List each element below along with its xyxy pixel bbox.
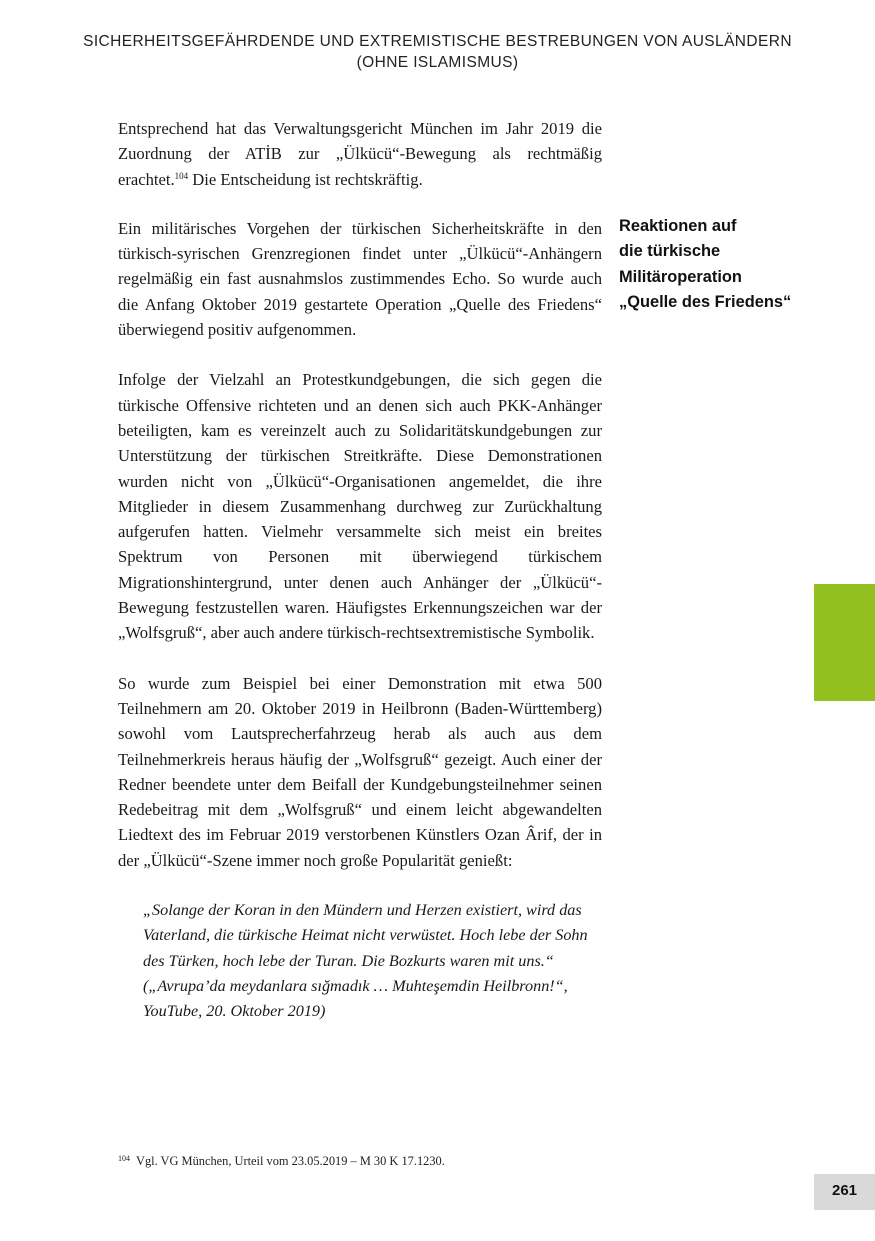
marginal-note-line: die türkische [619,242,721,261]
paragraph-4: So wurde zum Beispiel bei einer Demonstration mit etwa 500 Teilnehmern am 20. Oktober 2019 in Heilbronn (Baden-Württemberg) sowohl vom Lautsprecherfahrzeug herab als auch aus dem Teilnehmerkreis heraus häufig der „Wolfsgruß“ gezeigt. Auch einer der Redner beendete unter dem Beifall der Kundgebungsteilnehmer seinen Redebeitrag mit dem „Wolfsgruß“ und einem leicht abgewandelten Liedtext des im Februar 2019 verstorbenen Künstlers Ozan Ârif, der in der „Ülkücü“-Szene immer noch große Popularität genießt: [118,673,602,870]
running-header-line-1: SICHERHEITSGEFÄHRDENDE UND EXTREMISTISCHE BESTREBUNGEN VON AUSLÄNDERN [83,33,792,50]
paragraph-1-text-end: Die Entscheidung ist rechtskräftig. [188,169,423,189]
quote-text: „Solange der Koran in den Mündern und Herzen existiert, wird das Vaterland, die türkische Heimat nicht verwüstet. Hoch lebe der Sohn des Türken, hoch lebe der Turan. Die Bozkurts waren mit uns.“ [143,901,588,970]
running-header-line-2: (OHNE ISLAMISMUS) [356,54,519,71]
block-quote [143,898,602,1024]
page-number: 261 [814,1174,875,1210]
marginal-note-line: Militäroperation [619,267,742,286]
main-text [118,116,602,1025]
paragraph-1-text: Entsprechend hat das Verwaltungsgericht München im Jahr 2019 die Zuordnung der ATİB zur „Ülkücü“-Bewegung als rechtmäßig erachtet. [118,119,602,189]
marginal-note [619,214,819,315]
running-header [0,31,875,73]
marginal-note-line: Reaktionen auf [619,217,737,235]
footnote [118,1154,718,1169]
quote-source: („Avrupa’da meydanlara sığmadık … Muhteşemdin Heilbronn!“, YouTube, 20. Oktober 2019) [143,976,568,1021]
footnote-text: Vgl. VG München, Urteil vom 23.05.2019 – M 30 K 17.1230. [136,1154,445,1168]
marginal-note-line: „Quelle des Friedens“ [619,292,792,311]
footnote-reference[interactable]: 104 [174,170,189,181]
paragraph-3: Infolge der Vielzahl an Protestkundgebungen, die sich gegen die türkische Offensive richteten und an denen sich auch PKK-Anhänger beteiligten, kam es vereinzelt auch zu Solidaritätskundgebungen zur Unterstützung der türkischen Streitkräfte. Diese Demonstrationen wurden nicht von „Ülkücü“-Organisationen angemeldet, die ihre Mitglieder in diesem Zusammenhang durchweg zur Zurückhaltung aufgerufen hatten. Vielmehr versammelte sich meist ein breites Spektrum von Personen mit überwiegend türkischem Migrationshintergrund, unter denen auch Anhänger der „Ülkücü“-Bewegung festzustellen waren. Häufigstes Erkennungszeichen war der „Wolfsgruß“, aber auch andere türkisch-rechtsextremistische Symbolik. [118,370,602,643]
paragraph-1 [118,116,602,192]
paragraph-2: Ein militärisches Vorgehen der türkischen Sicherheitskräfte in den türkisch-syrischen Grenzregionen findet unter „Ülkücü“-Anhängern regelmäßig ein fast ausnahmslos zustimmendes Echo. So wurde auch die Anfang Oktober 2019 gestartete Operation „Quelle des Friedens“ überwiegend positiv aufgenommen. [118,218,602,340]
footnote-number: 104 [118,1154,130,1163]
chapter-tab [814,584,875,701]
